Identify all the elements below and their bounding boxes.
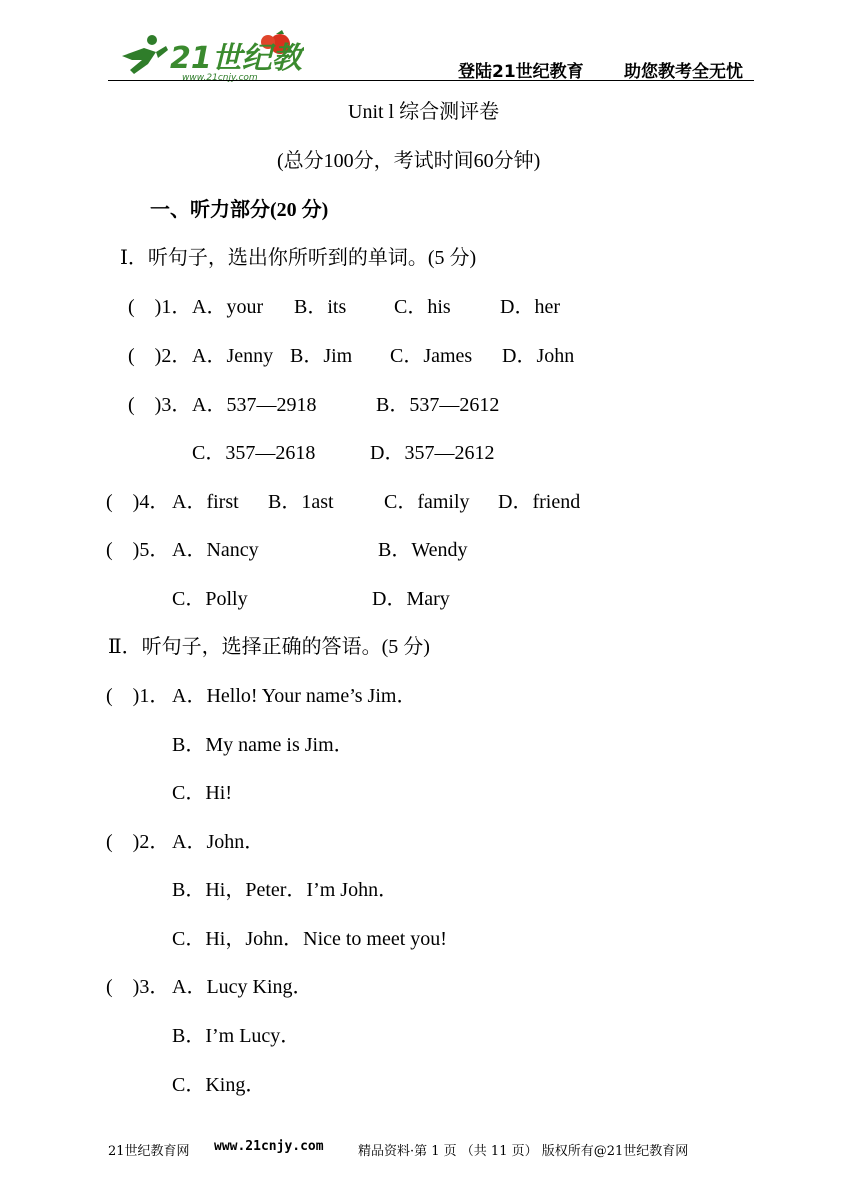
- footer-page-info: 精品资料·第 1 页 （共 11 页） 版权所有@21世纪教育网: [358, 1144, 689, 1159]
- part2-q1-option-a: A．Hello! Your name’s Jim．: [172, 685, 417, 707]
- part2-q3-option-c: C．King．: [172, 1074, 266, 1096]
- part1-q4-option-d: D．friend: [498, 491, 581, 513]
- part1-q2-number: ( )2．: [128, 345, 192, 367]
- part2-heading: Ⅱ．听句子，选择正确的答语。(5 分): [108, 636, 430, 658]
- part1-q3-option-c: C．357—2618: [192, 442, 316, 464]
- header-slogan-right: 助您教考全无忧: [624, 62, 743, 82]
- part1-q4-option-b: B．1ast: [268, 491, 334, 513]
- part1-q4-option-c: C．family: [384, 491, 470, 513]
- part1-q5-number: ( )5．: [106, 539, 170, 561]
- part2-q2-number: ( )2．: [106, 831, 170, 853]
- part2-q3-option-a: A．Lucy King．: [172, 976, 313, 998]
- page-title: Unit l 综合测评卷: [348, 101, 500, 123]
- header-divider: [108, 80, 754, 81]
- part2-q3-number: ( )3．: [106, 976, 170, 998]
- part2-q2-option-c: C．Hi，John．Nice to meet you!: [172, 928, 447, 950]
- logo-text: 21世纪教: [170, 41, 302, 76]
- part1-q3-option-d: D．357—2612: [370, 442, 495, 464]
- part1-q5-option-c: C．Polly: [172, 588, 248, 610]
- footer-site: 21世纪教育网: [108, 1144, 190, 1159]
- header-slogan-left: 登陆21世纪教育: [458, 62, 584, 82]
- part1-q2-option-b: B．Jim: [290, 345, 353, 367]
- part2-q2-option-a: A．John．: [172, 831, 265, 853]
- part2-q1-number: ( )1．: [106, 685, 170, 707]
- footer-url[interactable]: [214, 1139, 324, 1154]
- part1-heading: Ⅰ．听句子，选出你所听到的单词。(5 分): [120, 247, 477, 269]
- part1-q2-option-c: C．James: [390, 345, 473, 367]
- part1-q3-option-b: B．537—2612: [376, 394, 500, 416]
- part1-q3-option-a: A．537—2918: [192, 394, 317, 416]
- part2-q1-option-c: C．Hi!: [172, 782, 232, 804]
- logo-runner-icon: [112, 30, 304, 82]
- part1-q4-number: ( )4．: [106, 491, 170, 513]
- part1-q4-option-a: A．first: [172, 491, 239, 513]
- part1-q1-option-c: C．his: [394, 296, 451, 318]
- part2-q1-option-b: B．My name is Jim．: [172, 734, 354, 756]
- footer-url-text: www.21cnjy.com: [214, 1139, 324, 1154]
- part1-q1-option-a: A．your: [192, 296, 264, 318]
- part2-q2-option-b: B．Hi，Peter．I’m John．: [172, 879, 399, 901]
- part1-q3-number: ( )3．: [128, 394, 192, 416]
- part1-q1-option-b: B．its: [294, 296, 347, 318]
- part1-q2-option-d: D．John: [502, 345, 575, 367]
- part1-q5-option-b: B．Wendy: [378, 539, 468, 561]
- section-heading-listening: 一、听力部分(20 分): [150, 199, 329, 221]
- part2-q3-option-b: B．I’m Lucy．: [172, 1025, 301, 1047]
- part1-q1-option-d: D．her: [500, 296, 560, 318]
- part1-q5-option-d: D．Mary: [372, 588, 450, 610]
- logo-url: www.21cnjy.com: [182, 73, 258, 82]
- header-logo: [112, 30, 304, 82]
- part1-q5-option-a: A．Nancy: [172, 539, 259, 561]
- page-subtitle: (总分100分，考试时间60分钟): [277, 150, 541, 172]
- part1-q2-option-a: A．Jenny: [192, 345, 274, 367]
- part1-q1-number: ( )1．: [128, 296, 192, 318]
